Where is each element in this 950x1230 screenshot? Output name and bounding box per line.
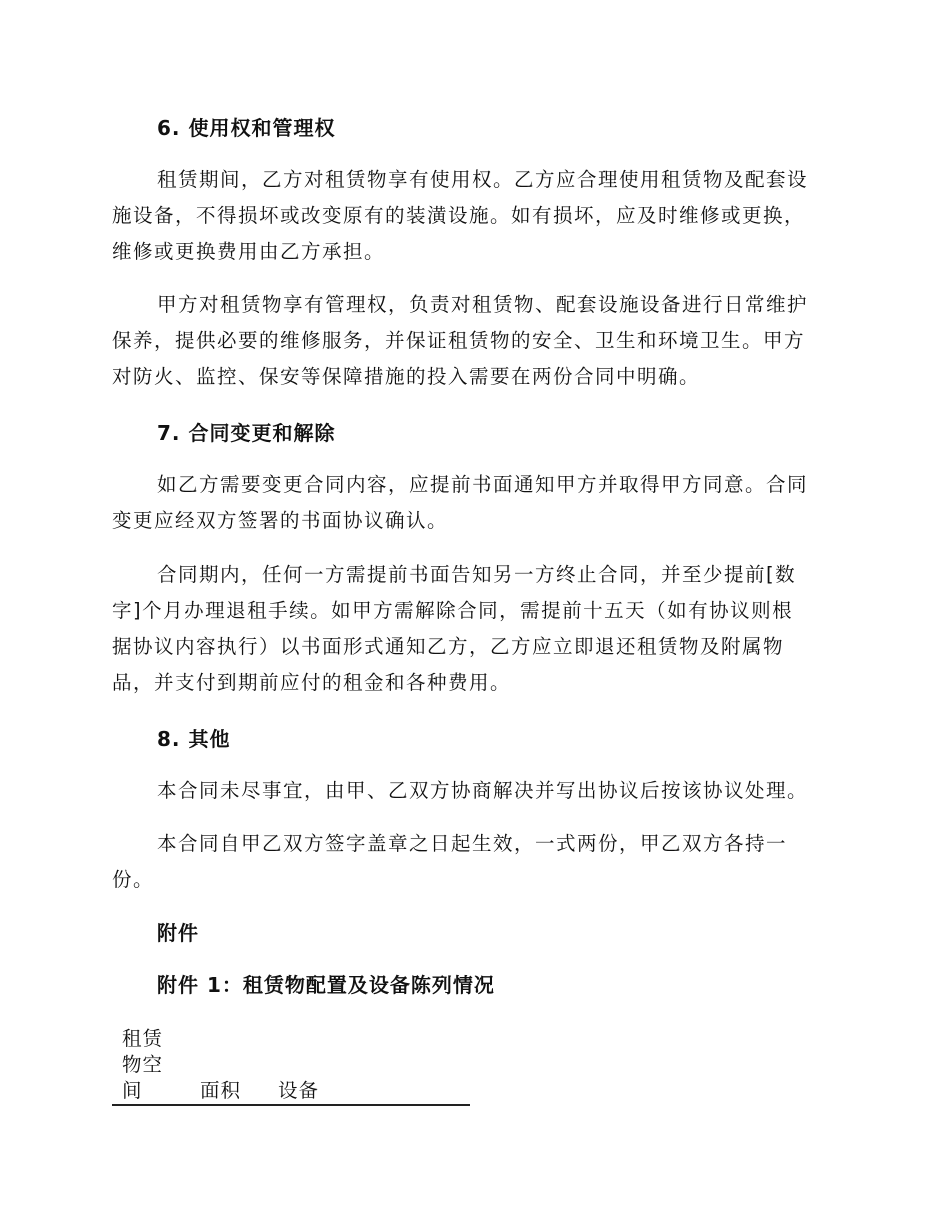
text-line: 保养，提供必要的维修服务，并保证租赁物的安全、卫生和环境卫生。甲方	[112, 329, 806, 352]
section-7-paragraph-2	[112, 557, 836, 701]
text-line: 维修或更换费用由乙方承担。	[112, 240, 386, 263]
text-line: 施设备，不得损坏或改变原有的装潢设施。如有损坏，应及时维修或更换，	[112, 204, 806, 227]
text-line: 本合同未尽事宜，由甲、乙双方协商解决并写出协议后按该协议处理。	[157, 779, 809, 802]
table-header-rule	[112, 1104, 470, 1106]
table-header-text: 租赁	[122, 1027, 164, 1050]
appendix-heading: 附件	[157, 921, 199, 945]
text-line: 如乙方需要变更合同内容，应提前书面通知甲方并取得甲方同意。合同	[157, 473, 809, 496]
text-line: 本合同自甲乙双方签字盖章之日起生效，一式两份，甲乙双方各持一	[157, 832, 788, 855]
table-header-text: 物空	[122, 1053, 164, 1076]
text-line: 租赁期间，乙方对租赁物享有使用权。乙方应合理使用租赁物及配套设	[157, 168, 809, 191]
table-header-space	[122, 1026, 182, 1104]
section-6-heading: 6. 使用权和管理权	[157, 116, 336, 140]
section-8-paragraph-1	[112, 773, 836, 809]
text-line: 变更应经双方签署的书面协议确认。	[112, 509, 449, 532]
section-6-paragraph-1	[112, 162, 836, 270]
section-8-heading: 8. 其他	[157, 727, 231, 751]
section-6-paragraph-2	[112, 287, 836, 395]
text-line: 品，并支付到期前应付的租金和各种费用。	[112, 671, 512, 694]
table-header-text: 间	[122, 1079, 143, 1102]
appendix-1-heading: 附件 1：租赁物配置及设备陈列情况	[157, 973, 495, 997]
text-line: 字]个月办理退租手续。如甲方需解除合同，需提前十五天（如有协议则根	[112, 599, 794, 622]
text-line: 据协议内容执行）以书面形式通知乙方，乙方应立即退还租赁物及附属物	[112, 635, 785, 658]
table-header-area: 面积	[200, 1079, 242, 1102]
text-line: 合同期内，任何一方需提前书面告知另一方终止合同，并至少提前[数	[157, 563, 797, 586]
table-header-equipment: 设备	[278, 1079, 320, 1102]
section-7-paragraph-1	[112, 467, 836, 539]
text-line: 份。	[112, 868, 155, 891]
text-line: 对防火、监控、保安等保障措施的投入需要在两份合同中明确。	[112, 365, 701, 388]
text-line: 甲方对租赁物享有管理权，负责对租赁物、配套设施设备进行日常维护	[157, 293, 809, 316]
section-8-paragraph-2	[112, 826, 836, 898]
section-7-heading: 7. 合同变更和解除	[157, 421, 336, 445]
